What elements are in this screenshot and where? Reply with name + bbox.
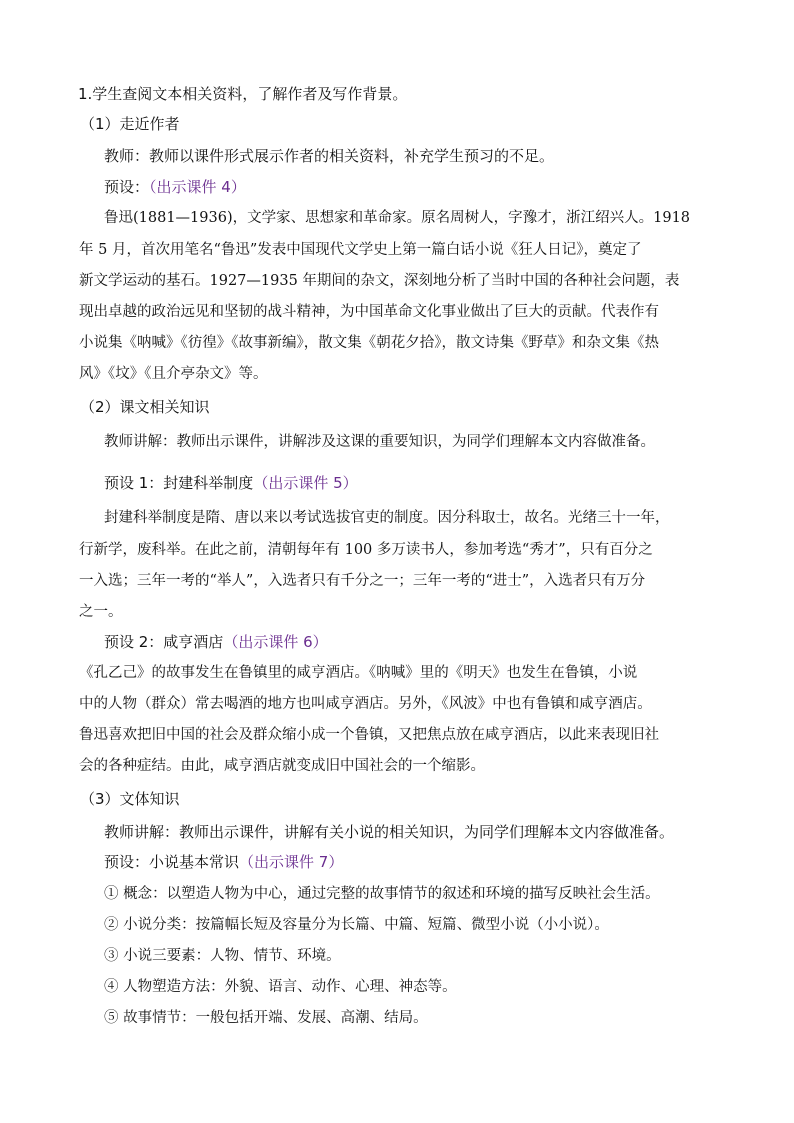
bio-line: 鲁迅(1881—1936)，文学家、思想家和革命家。原名周树人，字豫才，浙江绍兴人。1918 (104, 210, 691, 226)
bio-line: 小说集《呐喊》《彷徨》《故事新编》，散文集《朝花夕拾》，散文诗集《野草》和杂文集《热 (79, 335, 659, 351)
teacher-note-background: 教师讲解：教师出示课件，讲解涉及这课的重要知识，为同学们理解本文内容做准备。 (104, 434, 655, 450)
preset-novel (104, 852, 343, 872)
tavern-line: 会的各种症结。由此，咸亨酒店就变成旧中国社会的一个缩影。 (79, 758, 485, 774)
preset-tavern (104, 632, 328, 652)
preset-label: 预设 1：封建科举制度 (104, 474, 254, 492)
bio-line: 新文学运动的基石。1927—1935 年期间的杂文，深刻地分析了当时中国的各种社会问题，表 (79, 273, 680, 289)
tavern-line: 鲁迅喜欢把旧中国的社会及群众缩小成一个鲁镇，又把焦点放在咸亨酒店，以此来表现旧社 (79, 727, 659, 743)
heading-genre: （3）文体知识 (80, 790, 180, 808)
bio-line: 风》《坟》《且介亭杂文》等。 (79, 366, 268, 382)
keju-line: 封建科举制度是隋、唐以来以考试选拔官吏的制度。因分科取士，故名。光绪三十一年， (104, 510, 670, 526)
courseware-tag: （出示课件 6） (223, 633, 328, 651)
list-item: ⑤ 故事情节：一般包括开端、发展、高潮、结局。 (104, 1010, 428, 1026)
preset-label: 预设： (104, 178, 150, 196)
keju-line: 之一。 (79, 604, 123, 620)
keju-line: 行新学，废科举。在此之前，清朝每年有 100 多万读书人，参加考选“秀才”，只有百分之 (79, 542, 653, 558)
heading-author: （1）走近作者 (80, 115, 180, 133)
courseware-tag: （出示课件 4） (149, 178, 246, 196)
preset-author (104, 177, 246, 197)
teacher-note-author: 教师：教师以课件形式展示作者的相关资料，补充学生预习的不足。 (104, 147, 555, 165)
bio-line: 现出卓越的政治远见和坚韧的战斗精神，为中国革命文化事业做出了巨大的贡献。代表作有 (79, 304, 659, 320)
preset-label: 预设：小说基本常识 (104, 853, 240, 871)
tavern-line: 《孔乙己》的故事发生在鲁镇里的咸亨酒店。《呐喊》里的《明天》也发生在鲁镇，小说 (79, 665, 638, 681)
section-title: 1.学生查阅文本相关资料，了解作者及写作背景。 (78, 85, 408, 103)
preset-label: 预设 2：咸亨酒店 (104, 633, 224, 651)
bio-line: 年 5 月，首次用笔名“鲁迅”发表中国现代文学史上第一篇白话小说《狂人日记》，奠定了 (79, 242, 642, 258)
list-item: ② 小说分类：按篇幅长短及容量分为长篇、中篇、短篇、微型小说（小小说）。 (104, 917, 609, 933)
list-item: ④ 人物塑造方法：外貌、语言、动作、心理、神态等。 (104, 979, 457, 995)
courseware-tag: （出示课件 7） (239, 853, 344, 871)
tavern-line: 中的人物（群众）常去喝酒的地方也叫咸亨酒店。另外，《风波》中也有鲁镇和咸亨酒店。 (79, 696, 652, 712)
preset-keju (104, 473, 358, 493)
heading-background: （2）课文相关知识 (80, 398, 210, 416)
keju-line: 一入选；三年一考的“举人”，入选者只有千分之一；三年一考的“进士”，入选者只有万分 (79, 573, 646, 589)
courseware-tag: （出示课件 5） (253, 474, 358, 492)
teacher-note-genre: 教师讲解：教师出示课件，讲解有关小说的相关知识，为同学们理解本文内容做准备。 (104, 823, 675, 841)
list-item: ① 概念：以塑造人物为中心，通过完整的故事情节的叙述和环境的描写反映社会生活。 (104, 886, 660, 902)
list-item: ③ 小说三要素：人物、情节、环境。 (104, 948, 341, 964)
